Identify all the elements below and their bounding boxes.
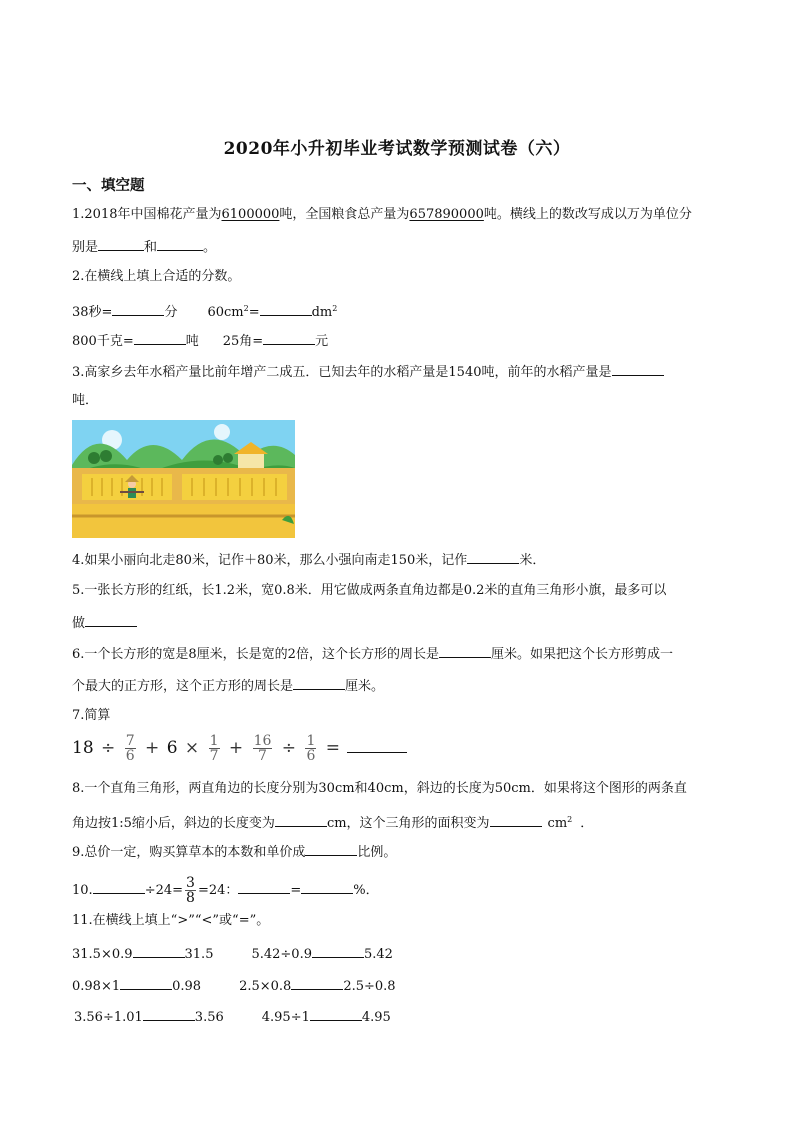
- question-6-line-1: 6.一个长方形的宽是8厘米，长是宽的2倍，这个长方形的周长是 厘米。如果把这个长方形剪成一: [72, 644, 673, 664]
- answer-blank[interactable]: [439, 644, 491, 658]
- question-3-line-2: 吨．: [72, 393, 99, 408]
- question-11-row-2: 0.98×1 0.98 2.5×0.8 2.5÷0.8: [72, 976, 396, 996]
- farm-illustration: [72, 420, 295, 538]
- question-9: 9.总价一定，购买算草本的本数和单价成 比例。: [72, 842, 396, 862]
- answer-blank[interactable]: [157, 237, 203, 251]
- answer-blank[interactable]: [133, 944, 185, 958]
- answer-blank[interactable]: [238, 880, 290, 894]
- answer-blank[interactable]: [98, 237, 144, 251]
- answer-blank[interactable]: [312, 944, 364, 958]
- answer-blank[interactable]: [305, 842, 357, 856]
- answer-blank[interactable]: [310, 1007, 362, 1021]
- answer-blank[interactable]: [490, 813, 542, 827]
- answer-blank[interactable]: [120, 976, 172, 990]
- answer-blank[interactable]: [612, 362, 664, 376]
- answer-blank[interactable]: [260, 302, 312, 316]
- page-title: 2020年小升初毕业考试数学预测试卷（六）: [223, 139, 571, 159]
- fraction: $\frac{3}{8}$: [186, 875, 195, 906]
- question-11-row-1: 31.5×0.9 31.5 5.42÷0.9 5.42: [72, 944, 393, 964]
- answer-blank[interactable]: [85, 613, 137, 627]
- grain-number: 657890000: [409, 207, 484, 222]
- question-3-line-1: 3.高家乡去年水稻产量比前年增产二成五．已知去年的水稻产量是1540吨，前年的水稻产量是: [72, 362, 664, 382]
- question-1-line-1: 1.2018年中国棉花产量为6100000吨，全国粮食总产量为657890000吨。横线上的数改写成以万为单位分: [72, 207, 692, 222]
- answer-blank[interactable]: [134, 331, 186, 345]
- answer-blank[interactable]: [93, 880, 145, 894]
- answer-blank[interactable]: [291, 976, 343, 990]
- answer-blank[interactable]: [275, 813, 327, 827]
- question-7-stem: 7.简算: [72, 708, 111, 723]
- cotton-number: 6100000: [221, 207, 280, 222]
- answer-blank[interactable]: [143, 1007, 195, 1021]
- question-5-line-1: 5.一张长方形的红纸，长1.2米，宽0.8米．用它做成两条直角边都是0.2米的直角三角形小旗，最多可以: [72, 583, 667, 598]
- answer-blank[interactable]: [263, 331, 315, 345]
- question-6-line-2: 个最大的正方形，这个正方形的周长是 厘米。: [72, 676, 384, 696]
- question-2-stem: 2.在横线上填上合适的分数。: [72, 269, 241, 284]
- answer-blank[interactable]: [347, 739, 407, 753]
- answer-blank[interactable]: [467, 550, 519, 564]
- fraction: $\frac{16}{7}$: [253, 733, 272, 764]
- question-11-stem: 11.在横线上填上“>”“<”或“=”。: [72, 913, 270, 928]
- question-8-line-2: 角边按1:5缩小后，斜边的长度变为 cm，这个三角形的面积变为 $cm^2$ ．: [72, 815, 594, 831]
- answer-blank[interactable]: [293, 676, 345, 690]
- answer-blank[interactable]: [301, 880, 353, 894]
- question-11-row-3: 3.56÷1.01 3.56 4.95÷1 4.95: [74, 1007, 391, 1027]
- question-5-line-2: 做: [72, 613, 137, 633]
- fraction: $\frac{7}{6}$: [125, 733, 135, 764]
- answer-blank[interactable]: [112, 302, 164, 316]
- question-2-row-2: 800千克= 吨 25角= 元: [72, 331, 328, 351]
- fraction: $\frac{1}{6}$: [306, 733, 316, 764]
- fraction: $\frac{1}{7}$: [209, 733, 219, 764]
- section-heading: 一、填空题: [72, 178, 145, 194]
- question-1-line-2: 别是 和 。: [72, 237, 216, 257]
- question-2-row-1: 38秒= 分 $60cm^2= dm^2$: [72, 304, 338, 320]
- question-8-line-1: 8.一个直角三角形，两直角边的长度分别为30cm和40cm，斜边的长度为50cm．如果将这个图形的两条直: [72, 781, 687, 796]
- question-10: 10. ÷24= $\frac{3}{8}$ =24： = %．: [72, 875, 379, 906]
- question-7-expression: 18 ÷ $\frac{7}{6}$ + 6 × $\frac{1}{7}$ + $\frac{16}{7}$ ÷ $\frac{1}{6}$ =: [72, 734, 407, 763]
- question-4: 4.如果小丽向北走80米，记作＋80米，那么小强向南走150米，记作 米．: [72, 550, 545, 570]
